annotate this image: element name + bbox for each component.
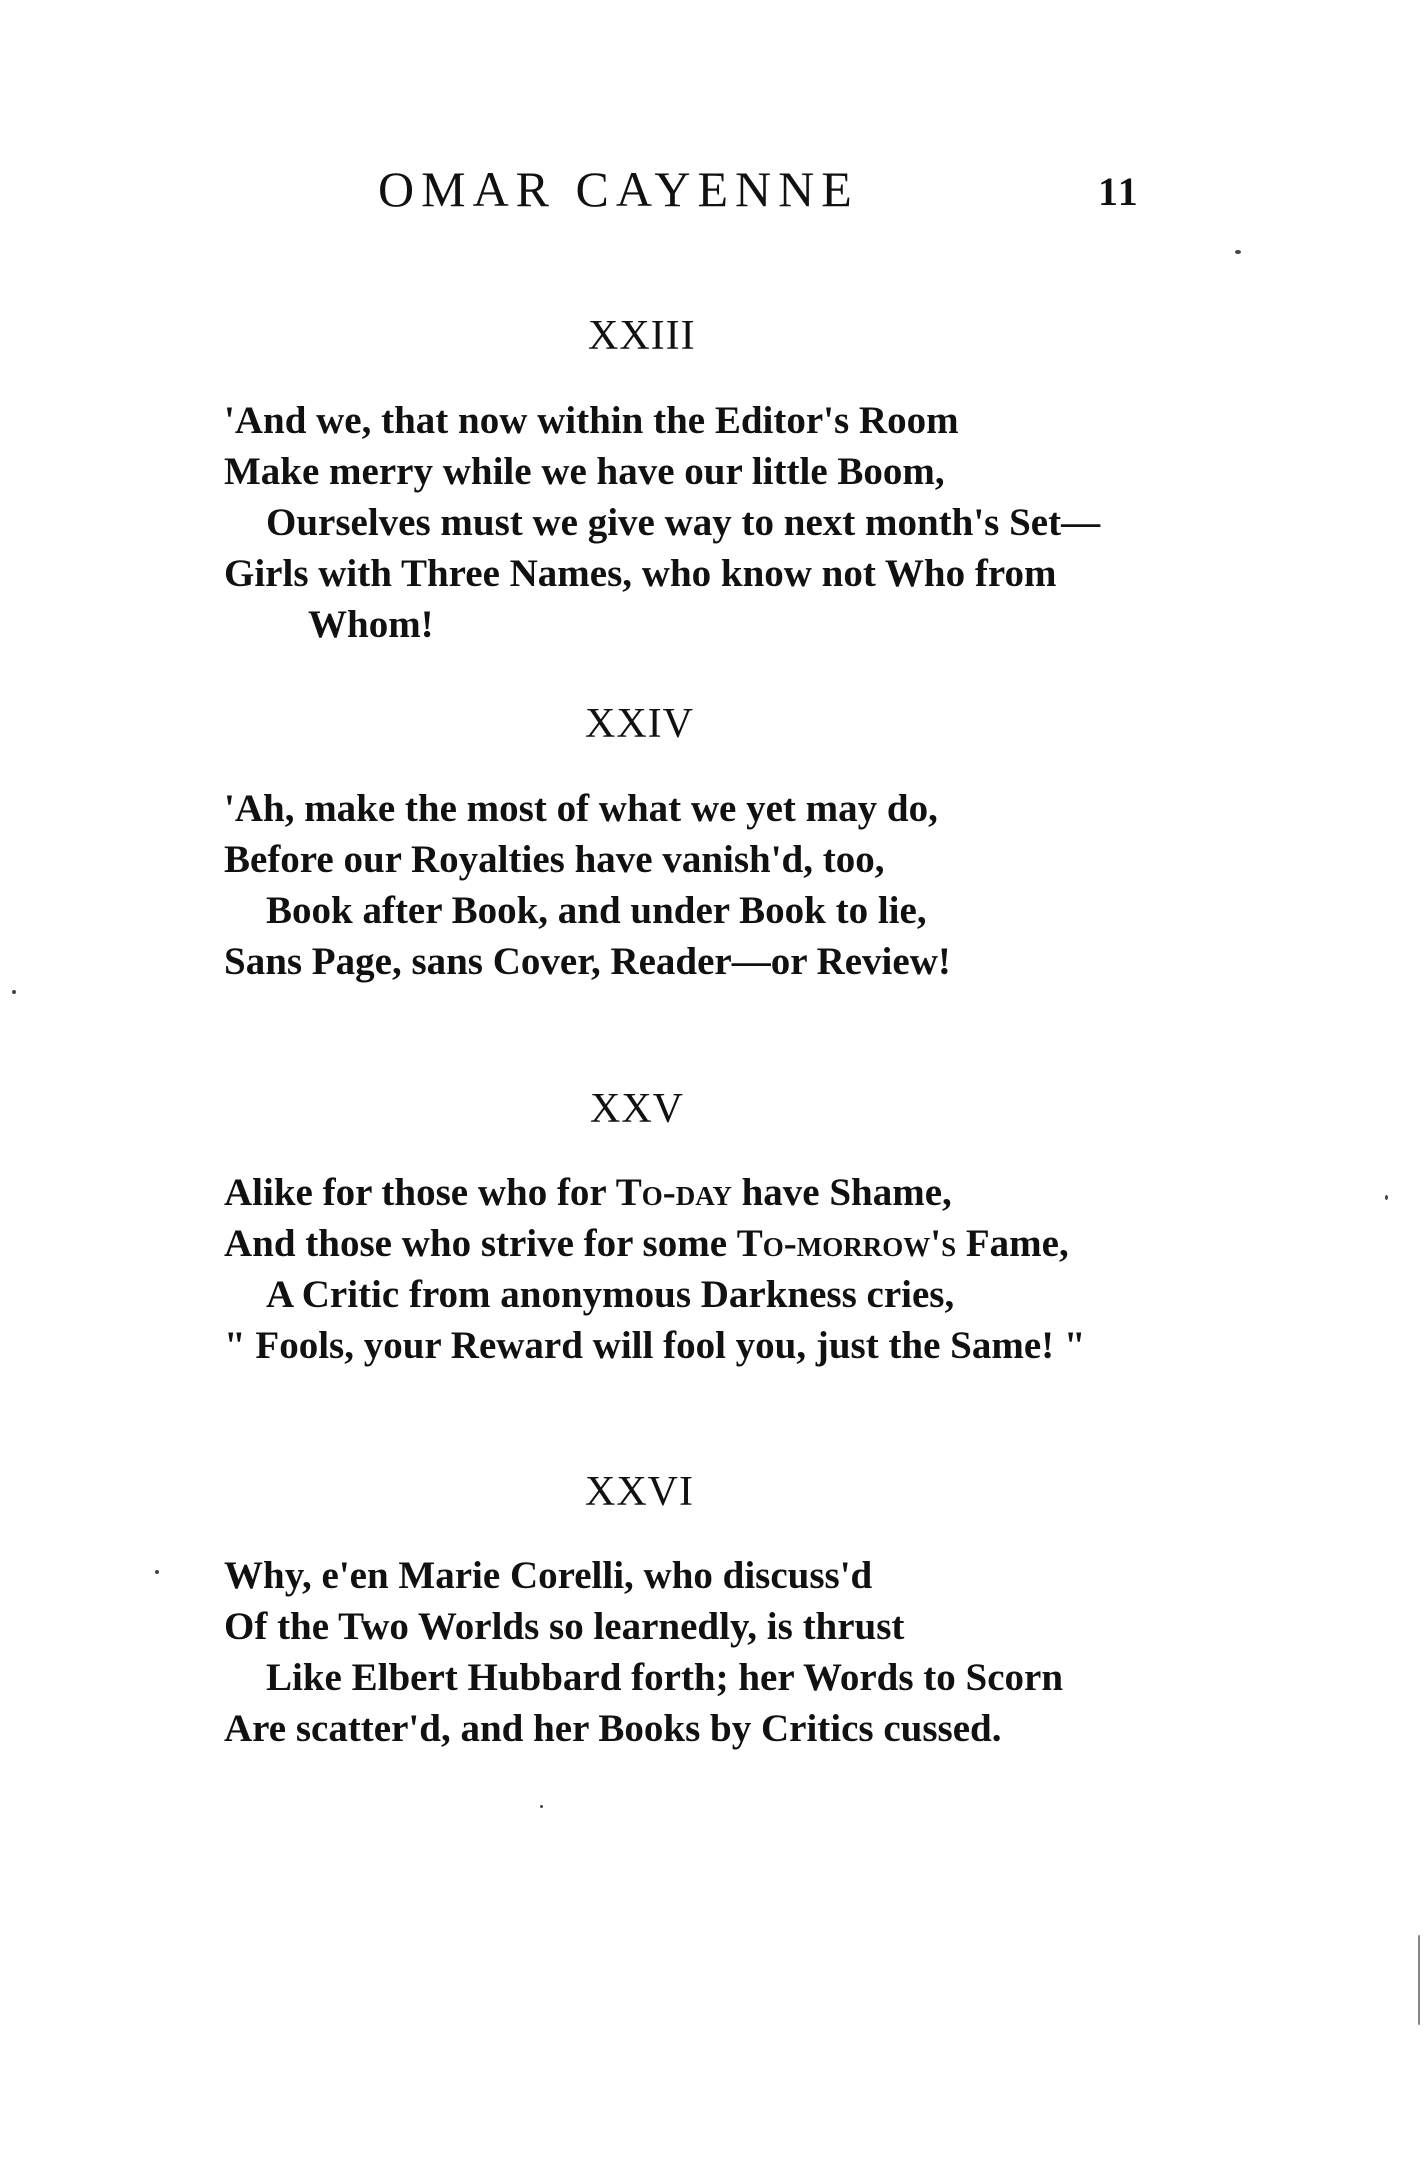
scan-speck — [155, 1570, 159, 1574]
scan-speck — [540, 1805, 543, 1808]
stanza-numeral-xxiii: XXIII — [588, 313, 696, 359]
stanza-numeral-xxvi: XXVI — [585, 1469, 694, 1515]
verse-line: " Fools, your Reward will fool you, just the Same! " — [224, 1324, 1086, 1367]
verse-text: And those who strive for some — [224, 1222, 737, 1265]
verse-line: Girls with Three Names, who know not Who from — [224, 552, 1057, 595]
verse-line: Whom! — [308, 603, 434, 646]
verse-line: Of the Two Worlds so learnedly, is thrust — [224, 1605, 905, 1648]
verse-line: 'Ah, make the most of what we yet may do, — [224, 787, 938, 830]
verse-line: Before our Royalties have vanish'd, too, — [224, 838, 885, 881]
stanza-xxiv — [224, 783, 1224, 987]
small-caps-word: To-day — [615, 1171, 732, 1214]
scan-speck — [1235, 250, 1241, 254]
running-title: OMAR CAYENNE — [378, 161, 859, 217]
page-number: 11 — [1098, 169, 1140, 214]
verse-text: Alike for those who for — [224, 1171, 616, 1214]
scan-edge-mark — [1418, 1935, 1420, 2025]
verse-line: Are scatter'd, and her Books by Critics cussed. — [224, 1707, 1002, 1750]
stanza-numeral-xxiv: XXIV — [585, 701, 694, 747]
verse-line: 'And we, that now within the Editor's Room — [224, 399, 959, 442]
stanza-xxv — [224, 1167, 1224, 1371]
stanza-numeral-xxv: XXV — [590, 1086, 684, 1132]
small-caps-word: To-morrow's — [736, 1222, 957, 1265]
stanza-xxvi — [224, 1550, 1224, 1754]
verse-text: Fame, — [956, 1222, 1069, 1265]
scan-speck — [1385, 1195, 1388, 1200]
verse-text: have Shame, — [731, 1171, 952, 1214]
verse-line: Ourselves must we give way to next month's Set— — [266, 501, 1101, 544]
verse-line: Why, e'en Marie Corelli, who discuss'd — [224, 1554, 873, 1597]
verse-line: A Critic from anonymous Darkness cries, — [266, 1273, 955, 1316]
scan-speck — [12, 990, 16, 994]
verse-line — [224, 1218, 1224, 1269]
verse-line: Make merry while we have our little Boom, — [224, 450, 945, 493]
verse-line — [224, 1167, 1224, 1218]
verse-line: Book after Book, and under Book to lie, — [266, 889, 927, 932]
verse-line: Like Elbert Hubbard forth; her Words to Scorn — [266, 1656, 1064, 1699]
verse-line: Sans Page, sans Cover, Reader—or Review! — [224, 940, 951, 983]
stanza-xxiii — [224, 395, 1224, 650]
